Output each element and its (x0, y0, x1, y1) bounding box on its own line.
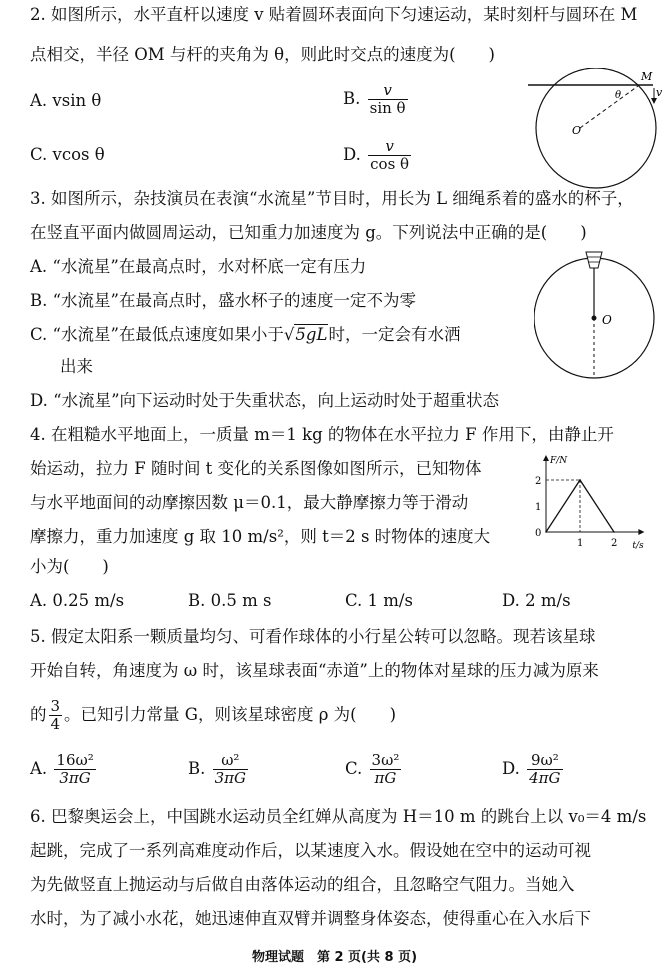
q5-option-c-den: πG (370, 769, 402, 787)
q5-option-a-fraction (54, 752, 95, 787)
x-axis-arrow (638, 529, 644, 535)
q2-option-b-label: B. (343, 89, 361, 108)
q3-stem-line2: 在竖直平面内做圆周运动，已知重力加速度为 g。下列说法中正确的是( ) (30, 223, 587, 242)
q5-option-a (30, 752, 98, 787)
q5-line2: 开始自转，角速度为 ω 时，该星球表面“赤道”上的物体对星球的压力减为原来 (30, 661, 599, 680)
force-data-point (545, 531, 547, 533)
q4-option-d: D. 2 m/s (502, 591, 571, 610)
q2-option-b-denominator: sin θ (369, 99, 406, 117)
page-footer: 物理试题 第 2 页(共 8 页) (251, 950, 418, 965)
label-m: M (641, 70, 653, 83)
q5-option-d-den: 4πG (529, 769, 561, 787)
q6-line4: 水时，为了减小水花，她迅速伸直双臂并调整身体姿态，使得重心在入水后下 (30, 909, 591, 928)
x-axis-label: t/s (632, 541, 644, 551)
q5-option-a-num: 16ω² (56, 751, 94, 769)
label-o: O (602, 313, 612, 327)
q5-line3-pre: 的 (30, 705, 47, 724)
q5-option-b-den: 3πG (214, 769, 247, 787)
x-tick-label: 1 (577, 538, 584, 549)
q2-option-a: A. vsin θ (30, 91, 102, 110)
q5-option-b-label: B. (188, 759, 206, 778)
origin-label: 0 (535, 528, 542, 539)
q5-option-d-num: 9ω² (530, 751, 559, 769)
q4-option-a: A. 0.25 m/s (30, 591, 125, 610)
q2-option-d-numerator: v (385, 137, 394, 155)
q2-option-d (343, 138, 413, 173)
q5-fraction-den: 4 (50, 715, 61, 733)
q2-stem-line2: 点相交，半径 OM 与杆的夹角为 θ，则此时交点的速度为( ) (30, 45, 495, 64)
q5-option-c (345, 752, 403, 787)
cup-icon (586, 252, 602, 268)
q3-option-c (30, 324, 460, 346)
q3-option-b: B. “水流星”在最高点时，盛水杯子的速度一定不为零 (30, 291, 416, 310)
q5-option-d-label: D. (502, 759, 520, 778)
force-data-point (579, 479, 581, 481)
y-axis-label: F/N (550, 456, 568, 466)
center-point (592, 316, 597, 321)
q5-option-a-label: A. (30, 759, 48, 778)
q5-option-c-fraction (370, 752, 402, 787)
y-tick-label: 2 (535, 476, 542, 487)
radius-om (580, 86, 638, 128)
q3-option-c-continued: 出来 (60, 357, 93, 376)
label-v: v (656, 86, 663, 99)
q2-figure-ring (528, 68, 668, 198)
q3-option-c-text: C. “水流星”在最低点速度如果小于 (30, 325, 284, 344)
q5-option-c-label: C. (345, 759, 363, 778)
q4-line4: 摩擦力，重力加速度 g 取 10 m/s²，则 t＝2 s 时物体的速度大 (30, 527, 491, 546)
q5-option-b-num: ω² (221, 751, 240, 769)
q2-option-b-fraction (368, 82, 408, 117)
q6-line3: 为先做竖直上抛运动与后做自由落体运动的组合，且忽略空气阻力。当她入 (30, 875, 575, 894)
q2-option-b-numerator: v (383, 81, 392, 99)
x-tick-label: 2 (611, 538, 618, 549)
force-data-point (613, 531, 615, 533)
y-axis-arrow (543, 455, 549, 461)
q2-option-b (343, 82, 410, 117)
q6-line1: 6. 巴黎奥运会上，中国跳水运动员全红婵从高度为 H＝10 m 的跳台上以 v₀＝4 m/s (30, 807, 647, 826)
label-o: O (572, 124, 582, 137)
q4-line2: 始运动，拉力 F 随时间 t 变化的关系图像如图所示，已知物体 (30, 459, 482, 478)
q4-line3: 与水平地面间的动摩擦因数 μ＝0.1，最大静摩擦力等于滑动 (30, 493, 469, 512)
q3-stem-line1: 3. 如图所示，杂技演员在表演“水流星”节目时，用长为 L 细绳系着的盛水的杯子， (30, 189, 634, 208)
q5-option-a-den: 3πG (54, 769, 95, 787)
q3-figure-water-meteor (534, 246, 664, 386)
q4-line1: 4. 在粗糙水平地面上，一质量 m＝1 kg 的物体在水平拉力 F 作用下，由静止开 (30, 425, 614, 444)
y-tick-label: 1 (535, 502, 542, 513)
q5-line3-post: 。已知引力常量 G，则该星球密度 ρ 为( ) (64, 705, 397, 724)
q2-stem-line1: 2. 如图所示，水平直杆以速度 v 贴着圆环表面向下匀速运动，某时刻杆与圆环在 M (30, 5, 638, 24)
q3-option-c-text-end: 时，一定会有水洒 (328, 325, 461, 344)
q3-option-c-radicand: 5gL (295, 325, 328, 344)
q5-line1: 5. 假定太阳系一颗质量均匀、可看作球体的小行星公转可以忽略。现若该星球 (30, 627, 596, 646)
q4-line5: 小为( ) (30, 557, 109, 576)
q3-option-a: A. “水流星”在最高点时，水对杯底一定有压力 (30, 257, 367, 276)
q5-option-d-fraction (527, 752, 562, 787)
q5-option-d (502, 752, 565, 787)
q4-force-time-chart (530, 450, 655, 560)
q2-option-d-label: D. (343, 145, 361, 164)
sqrt-symbol: √ (283, 325, 295, 344)
q3-option-d: D. “水流星”向下运动时处于失重状态，向上运动时处于超重状态 (30, 391, 500, 410)
q5-option-b-fraction (213, 752, 248, 787)
q5-fraction-3-4 (49, 698, 63, 733)
q2-option-d-denominator: cos θ (370, 155, 410, 173)
q6-line2: 起跳，完成了一系列高难度动作后，以某速度入水。假设她在空中的运动可视 (30, 841, 591, 860)
q5-line3 (30, 698, 396, 733)
q5-option-b (188, 752, 250, 787)
label-theta: θ (615, 90, 622, 101)
q4-option-b: B. 0.5 m s (188, 591, 272, 610)
q2-option-c: C. vcos θ (30, 145, 105, 164)
q5-option-c-num: 3ω² (371, 751, 400, 769)
q4-option-c: C. 1 m/s (345, 591, 413, 610)
q2-option-d-fraction (368, 138, 411, 173)
q5-fraction-num: 3 (50, 697, 61, 715)
